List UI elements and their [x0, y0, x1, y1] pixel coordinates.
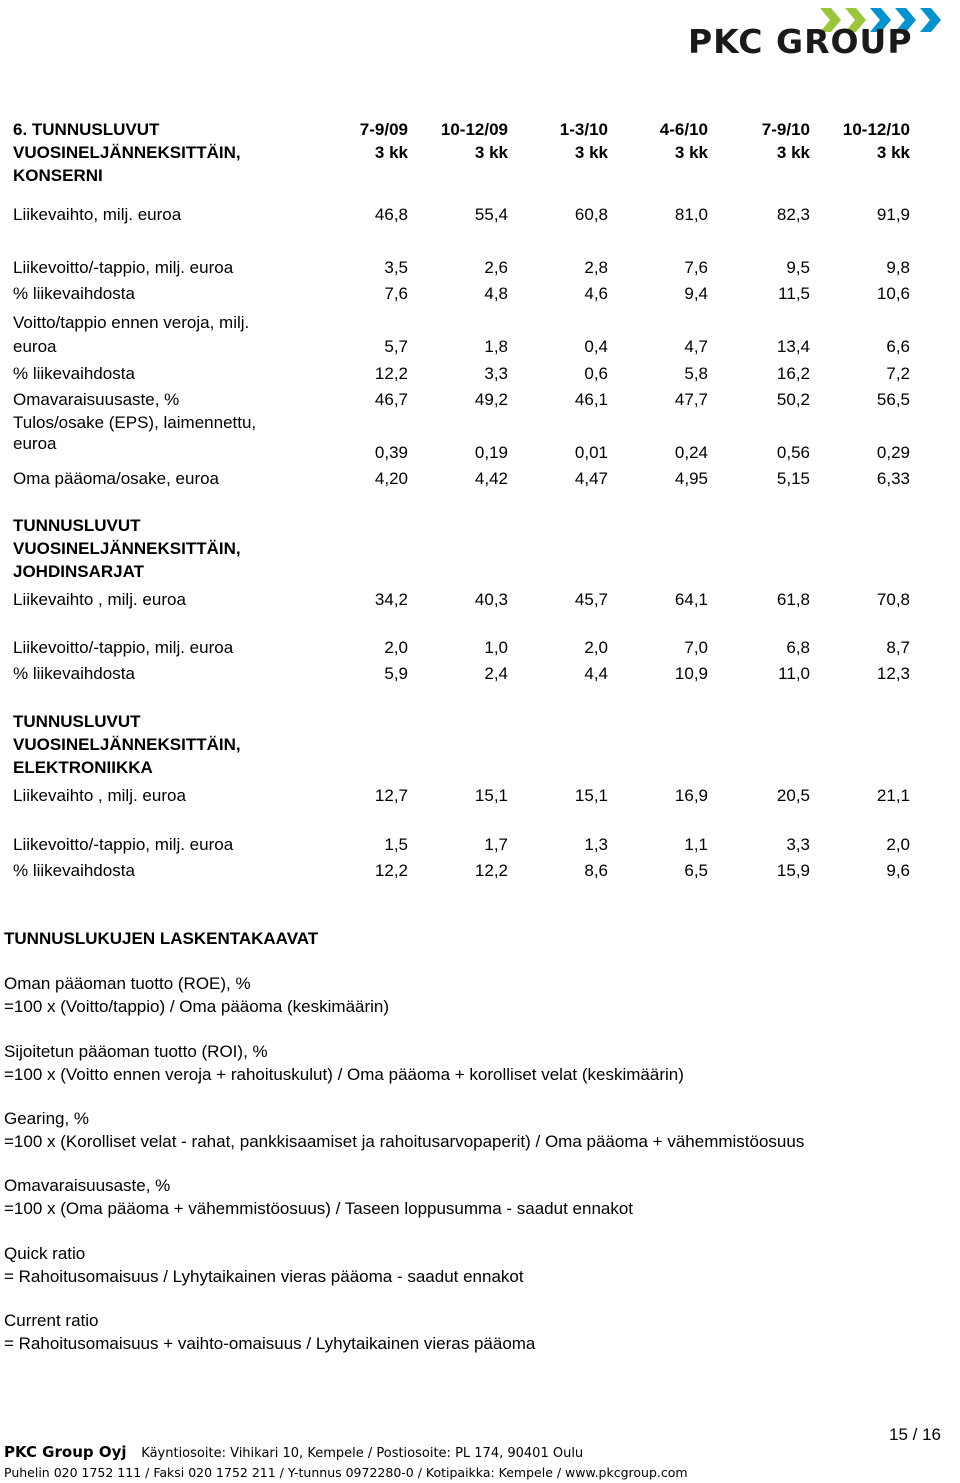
- table-cell: 13,4: [776, 337, 810, 356]
- table-cell: 11,5: [778, 284, 810, 303]
- formula-expression: =100 x (Korolliset velat - rahat, pankkisaamiset ja rahoitusarvopaperit) / Oma pääoma + vähemmistöosuus: [4, 1132, 805, 1151]
- table-cell: 82,3: [776, 205, 810, 224]
- section-title-line: TUNNUSLUVUT: [13, 516, 141, 535]
- table-cell: 7,2: [886, 364, 910, 383]
- table-cell: 2,6: [484, 258, 508, 277]
- table-cell: 4,95: [674, 469, 708, 488]
- table-cell: 1,0: [484, 638, 508, 657]
- table-cell: 1,3: [584, 835, 608, 854]
- formula-name: Gearing, %: [4, 1109, 90, 1128]
- table-cell: 3,3: [786, 835, 810, 854]
- table-cell: 0,19: [474, 443, 508, 462]
- table-cell: 6,8: [786, 638, 810, 657]
- table-cell: 5,7: [384, 337, 408, 356]
- table-cell: 7,6: [384, 284, 408, 303]
- table-cell: 60,8: [574, 205, 608, 224]
- row-label: Liikevaihto , milj. euroa: [13, 590, 186, 609]
- section-title-line: VUOSINELJÄNNEKSITTÄIN,: [13, 735, 241, 754]
- table-cell: 4,47: [574, 469, 608, 488]
- table-cell: 11,0: [778, 664, 810, 683]
- column-header-unit: 3 kk: [474, 143, 508, 162]
- table-cell: 0,4: [584, 337, 608, 356]
- table-cell: 2,0: [384, 638, 408, 657]
- column-header-unit: 3 kk: [776, 143, 810, 162]
- table-cell: 40,3: [474, 590, 508, 609]
- row-label: Liikevaihto , milj. euroa: [13, 786, 186, 805]
- table-cell: 4,6: [584, 284, 608, 303]
- column-header-period: 10-12/10: [842, 120, 910, 139]
- table-cell: 45,7: [574, 590, 608, 609]
- column-header-period: 7-9/09: [359, 120, 408, 139]
- formula-name: Current ratio: [4, 1311, 99, 1330]
- row-label: Omavaraisuusaste, %: [13, 390, 180, 409]
- logo-chevron: [920, 8, 941, 32]
- row-label: % liikevaihdosta: [13, 861, 135, 880]
- column-header-unit: 3 kk: [374, 143, 408, 162]
- table-cell: 46,8: [374, 205, 408, 224]
- table-cell: 7,0: [684, 638, 708, 657]
- table-cell: 3,3: [484, 364, 508, 383]
- column-header-unit: 3 kk: [674, 143, 708, 162]
- table-cell: 2,8: [584, 258, 608, 277]
- formula-expression: =100 x (Oma pääoma + vähemmistöosuus) / Taseen loppusumma - saadut ennakot: [4, 1199, 634, 1218]
- table-cell: 6,6: [886, 337, 910, 356]
- formula-expression: = Rahoitusomaisuus + vaihto-omaisuus / Lyhytaikainen vieras pääoma: [4, 1334, 536, 1353]
- column-header-period: 4-6/10: [659, 120, 708, 139]
- formula-expression: =100 x (Voitto/tappio) / Oma pääoma (keskimäärin): [4, 997, 390, 1016]
- row-label: Liikevoitto/-tappio, milj. euroa: [13, 258, 234, 277]
- table-cell: 5,15: [776, 469, 810, 488]
- row-label: Liikevoitto/-tappio, milj. euroa: [13, 835, 234, 854]
- table-cell: 6,5: [684, 861, 708, 880]
- formula-expression: = Rahoitusomaisuus / Lyhytaikainen vieras pääoma - saadut ennakot: [4, 1267, 524, 1286]
- row-label: Voitto/tappio ennen veroja, milj.: [13, 313, 250, 332]
- table-cell: 16,2: [776, 364, 810, 383]
- table-cell: 20,5: [776, 786, 810, 805]
- footer-line-2: Puhelin 020 1752 111 / Faksi 020 1752 211 / Y-tunnus 0972280-0 / Kotipaikka: Kempele / www.pkcgroup.com: [4, 1465, 688, 1480]
- table-cell: 50,2: [776, 390, 810, 409]
- table-cell: 1,7: [484, 835, 508, 854]
- table-cell: 55,4: [474, 205, 508, 224]
- section-title-line: KONSERNI: [13, 166, 103, 185]
- table-cell: 4,8: [484, 284, 508, 303]
- table-cell: 12,2: [374, 861, 408, 880]
- table-cell: 15,1: [574, 786, 608, 805]
- logo-text: PKC GROUP: [688, 22, 913, 61]
- table-cell: 56,5: [876, 390, 910, 409]
- section-title-line: ELEKTRONIIKKA: [13, 758, 153, 777]
- formula-expression: =100 x (Voitto ennen veroja + rahoituskulut) / Oma pääoma + korolliset velat (keskimäärin): [4, 1065, 684, 1084]
- footer-line-1: [4, 1443, 583, 1461]
- table-cell: 6,33: [876, 469, 910, 488]
- row-label-continued: euroa: [13, 434, 57, 453]
- table-cell: 16,9: [674, 786, 708, 805]
- table-cell: 10,6: [876, 284, 910, 303]
- table-cell: 64,1: [674, 590, 708, 609]
- table-cell: 12,7: [374, 786, 408, 805]
- row-label: % liikevaihdosta: [13, 664, 135, 683]
- table-cell: 5,9: [384, 664, 408, 683]
- table-cell: 34,2: [374, 590, 408, 609]
- company-logo: [0, 0, 960, 70]
- table-cell: 9,4: [684, 284, 708, 303]
- table-cell: 0,6: [584, 364, 608, 383]
- table-cell: 4,7: [684, 337, 708, 356]
- row-label: Tulos/osake (EPS), laimennettu,: [13, 413, 257, 432]
- table-cell: 1,5: [384, 835, 408, 854]
- table-cell: 8,7: [886, 638, 910, 657]
- section-title-line: TUNNUSLUVUT: [13, 712, 141, 731]
- section-title-line: JOHDINSARJAT: [13, 562, 144, 581]
- table-cell: 49,2: [474, 390, 508, 409]
- row-label: Liikevoitto/-tappio, milj. euroa: [13, 638, 234, 657]
- table-cell: 12,2: [474, 861, 508, 880]
- column-header-period: 7-9/10: [761, 120, 810, 139]
- table-cell: 61,8: [776, 590, 810, 609]
- table-cell: 9,6: [886, 861, 910, 880]
- table-cell: 8,6: [584, 861, 608, 880]
- footer-brand: PKC Group Oyj: [4, 1443, 127, 1461]
- table-cell: 10,9: [674, 664, 708, 683]
- table-cell: 9,8: [886, 258, 910, 277]
- section-title-line: VUOSINELJÄNNEKSITTÄIN,: [13, 539, 241, 558]
- table-cell: 7,6: [684, 258, 708, 277]
- table-cell: 4,4: [584, 664, 608, 683]
- table-cell: 0,56: [776, 443, 810, 462]
- table-cell: 46,1: [574, 390, 608, 409]
- table-cell: 2,0: [886, 835, 910, 854]
- row-label: % liikevaihdosta: [13, 364, 135, 383]
- table-cell: 0,29: [876, 443, 910, 462]
- column-header-period: 10-12/09: [440, 120, 508, 139]
- table-cell: 2,4: [484, 664, 508, 683]
- table-cell: 9,5: [786, 258, 810, 277]
- formula-name: Sijoitetun pääoman tuotto (ROI), %: [4, 1042, 268, 1061]
- table-cell: 91,9: [876, 205, 910, 224]
- table-cell: 2,0: [584, 638, 608, 657]
- row-label: Oma pääoma/osake, euroa: [13, 469, 220, 488]
- table-cell: 3,5: [384, 258, 408, 277]
- table-cell: 81,0: [674, 205, 708, 224]
- table-cell: 4,20: [374, 469, 408, 488]
- formula-name: Omavaraisuusaste, %: [4, 1176, 171, 1195]
- table-cell: 70,8: [876, 590, 910, 609]
- table-cell: 0,24: [674, 443, 708, 462]
- section-title-line: VUOSINELJÄNNEKSITTÄIN,: [13, 143, 241, 162]
- table-cell: 21,1: [876, 786, 910, 805]
- table-cell: 46,7: [374, 390, 408, 409]
- table-cell: 4,42: [474, 469, 508, 488]
- footer-address: Käyntiosoite: Vihikari 10, Kempele / Postiosoite: PL 174, 90401 Oulu: [141, 1446, 584, 1461]
- row-label: % liikevaihdosta: [13, 284, 135, 303]
- row-label: Liikevaihto, milj. euroa: [13, 205, 182, 224]
- formula-name: Oman pääoman tuotto (ROE), %: [4, 974, 251, 993]
- table-cell: 15,9: [776, 861, 810, 880]
- table-cell: 12,2: [374, 364, 408, 383]
- formula-name: Quick ratio: [4, 1244, 86, 1263]
- column-header-period: 1-3/10: [559, 120, 608, 139]
- column-header-unit: 3 kk: [574, 143, 608, 162]
- section-title-line: 6. TUNNUSLUVUT: [13, 120, 160, 139]
- table-cell: 1,1: [684, 835, 708, 854]
- table-cell: 5,8: [684, 364, 708, 383]
- table-cell: 1,8: [484, 337, 508, 356]
- page-number: 15 / 16: [889, 1425, 941, 1444]
- table-cell: 12,3: [876, 664, 910, 683]
- table-cell: 0,01: [574, 443, 608, 462]
- formulas-title: TUNNUSLUKUJEN LASKENTAKAAVAT: [4, 929, 319, 948]
- table-cell: 47,7: [674, 390, 708, 409]
- table-cell: 15,1: [474, 786, 508, 805]
- row-label-continued: euroa: [13, 337, 57, 356]
- column-header-unit: 3 kk: [876, 143, 910, 162]
- table-cell: 0,39: [374, 443, 408, 462]
